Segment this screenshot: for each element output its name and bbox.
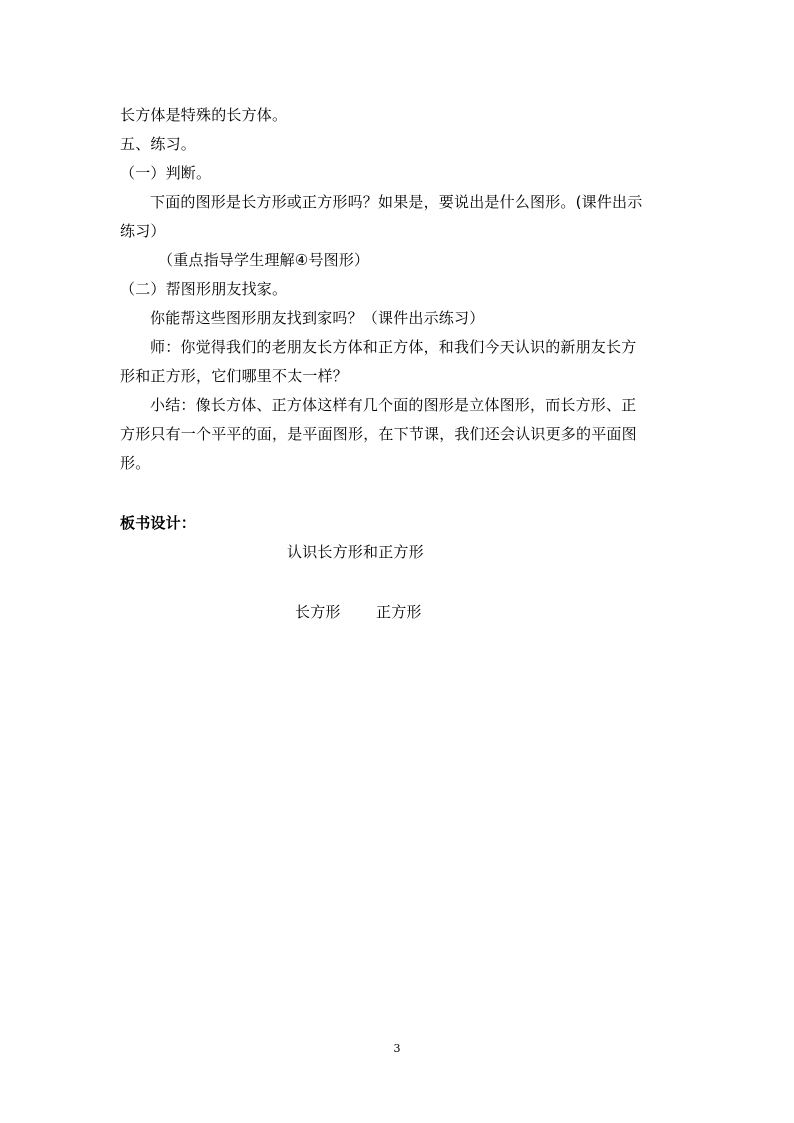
paragraph-line: 方形只有一个平平的面，是平面图形，在下节课，我们还会认识更多的平面图 [120,425,637,443]
paragraph-line: 下面的图形是长方形或正方形吗？如果是，要说出是什么图形。(课件出示 [150,193,643,211]
board-design-item-rectangle: 长方形 [295,603,341,621]
paragraph-line: （重点指导学生理解④号图形） [158,251,370,269]
subsection-heading-judge: （一）判断。 [120,164,212,182]
paragraph-line: 形和正方形，它们哪里不太一样？ [120,367,349,385]
paragraph-line: 长方体是特殊的长方体。 [120,106,288,124]
paragraph-line: 形。 [120,454,151,472]
board-design-heading: 板书设计： [120,514,197,532]
board-design-title: 认识长方形和正方形 [287,543,424,561]
paragraph-line: 练习） [120,222,166,240]
board-design-item-square: 正方形 [376,603,422,621]
subsection-heading-find-home: （二）帮图形朋友找家。 [120,280,288,298]
paragraph-line: 师：你觉得我们的老朋友长方体和正方体，和我们今天认识的新朋友长方 [150,338,637,356]
paragraph-line: 小结：像长方体、正方体这样有几个面的图形是立体图形，而长方形、正 [150,396,637,414]
section-heading-practice: 五、练习。 [120,135,197,153]
paragraph-line: 你能帮这些图形朋友找到家吗？（课件出示练习） [150,309,485,327]
page-number: 3 [393,1042,401,1055]
